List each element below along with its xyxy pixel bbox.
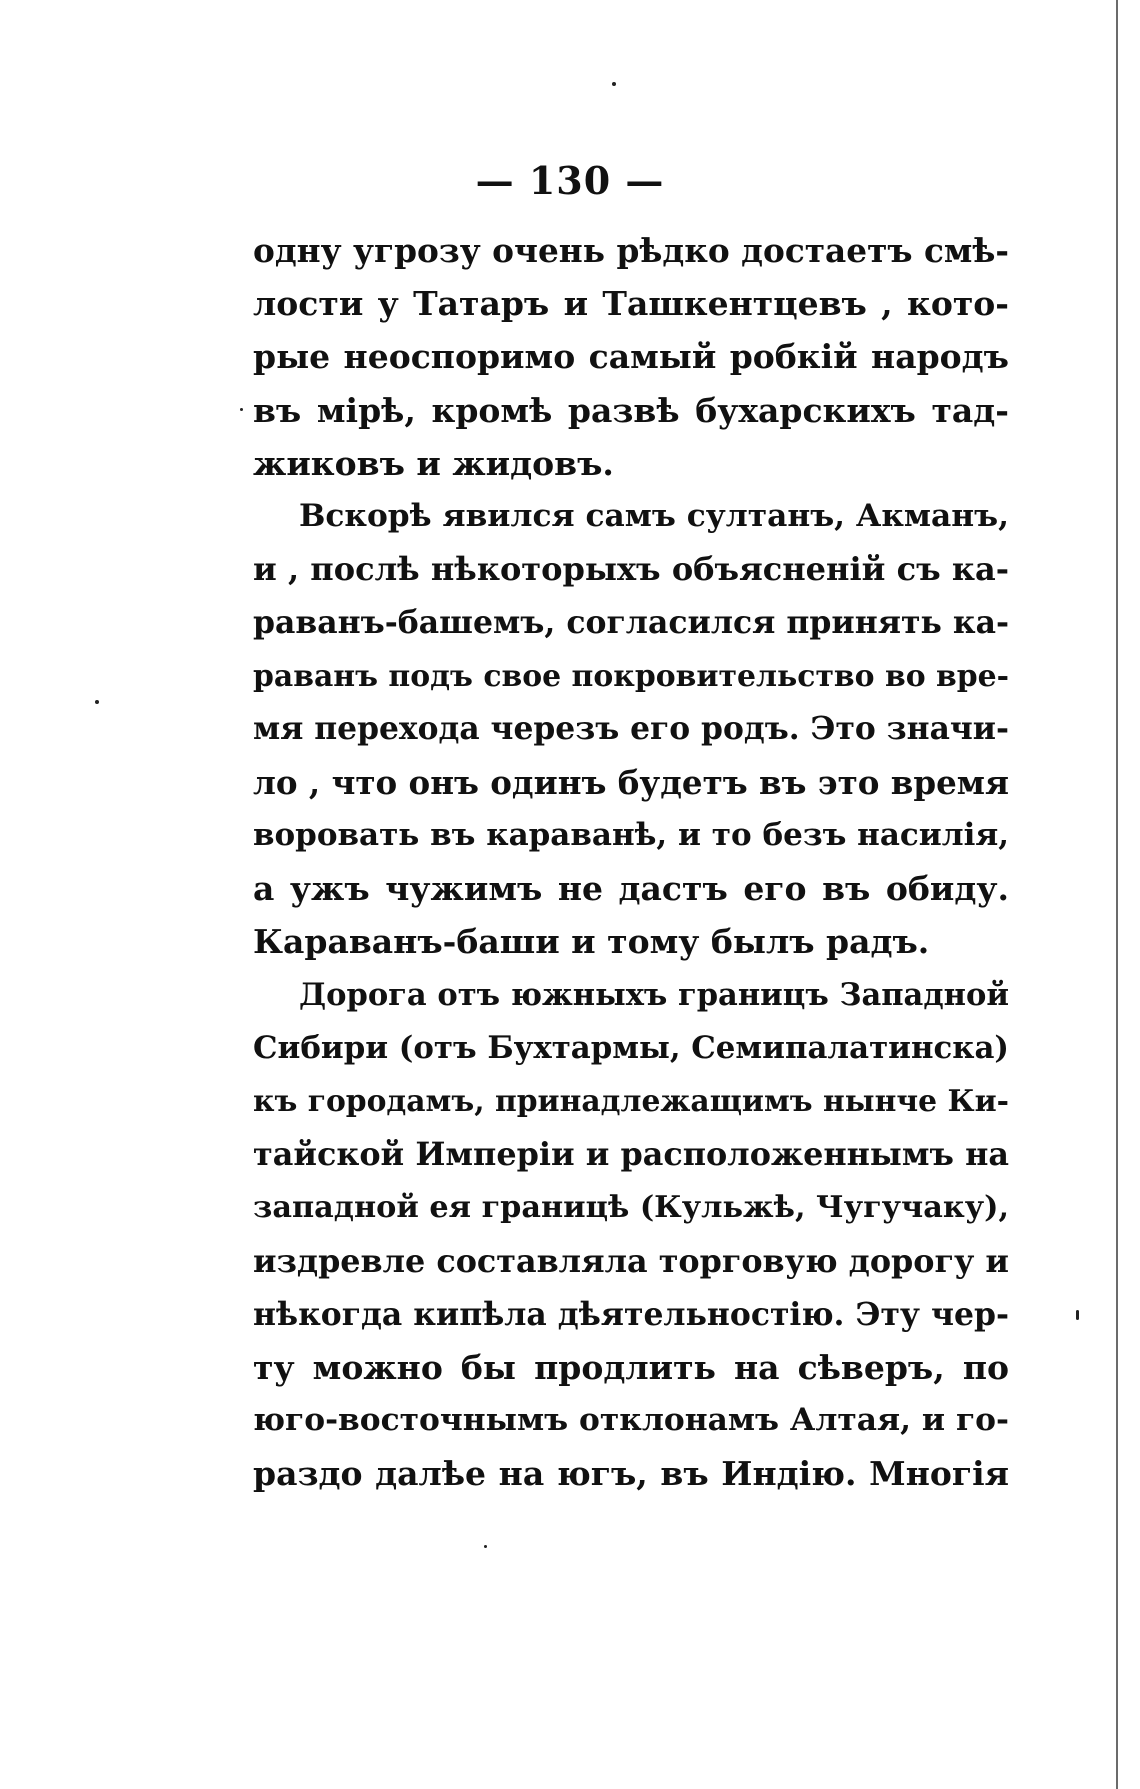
text-line: издревле составляла торговую дорогу и bbox=[253, 1242, 1009, 1280]
body-text bbox=[253, 224, 1009, 1501]
text-line: нѣкогда кипѣла дѣятельностію. Эту чер- bbox=[253, 1295, 1009, 1333]
text-line: одну угрозу очень рѣдко достаетъ смѣ- bbox=[253, 231, 1009, 270]
text-line: ло , что онъ одинъ будетъ въ это время bbox=[253, 762, 1009, 802]
text-line: къ городамъ, принадлежащимъ нынче Ки- bbox=[253, 1084, 1009, 1119]
text-line: раванъ-башемъ, согласился принять ка- bbox=[253, 604, 1009, 642]
text-line: ту можно бы продлить на сѣверъ, по bbox=[253, 1347, 1009, 1387]
text-line: жиковъ и жидовъ. bbox=[253, 443, 614, 483]
text-line: раванъ подъ свое покровительство во вре- bbox=[253, 658, 1009, 694]
text-line: Сибири (отъ Бухтармы, Семипалатинска) bbox=[253, 1029, 1009, 1066]
text-line: западной ея границѣ (Кульжѣ, Чугучаку), bbox=[253, 1190, 1010, 1226]
text-line: Дорога отъ южныхъ границъ Западной bbox=[299, 976, 1009, 1013]
text-line: юго-восточнымъ отклонамъ Алтая, и го- bbox=[253, 1402, 1009, 1439]
text-line: лости у Татаръ и Ташкентцевъ , кото- bbox=[253, 284, 1009, 324]
scan-edge-line bbox=[1116, 0, 1118, 1789]
text-line: рые неоспоримо самый робкій народъ bbox=[253, 337, 1009, 377]
text-line: въ мірѣ, кромѣ развѣ бухарскихъ тад- bbox=[253, 390, 1009, 430]
text-line: раздо далѣе на югъ, въ Индію. Многія bbox=[253, 1454, 1009, 1494]
page-number: — 130 — bbox=[475, 158, 665, 203]
scan-speck bbox=[240, 408, 243, 411]
text-line: Вскорѣ явился самъ султанъ, Акманъ, bbox=[299, 497, 1009, 534]
text-line: воровать въ караванѣ, и то безъ насилія, bbox=[253, 817, 1009, 854]
scan-speck bbox=[484, 1545, 487, 1548]
scan-speck bbox=[95, 700, 99, 704]
text-line: мя перехода черезъ его родъ. Это значи- bbox=[253, 710, 1009, 747]
scan-speck bbox=[612, 82, 616, 86]
text-line: и , послѣ нѣкоторыхъ объясненій съ ка- bbox=[253, 550, 1009, 589]
scan-speck bbox=[1076, 1310, 1079, 1320]
text-line: тайской Имперіи и расположеннымъ на bbox=[253, 1135, 1009, 1174]
text-line: Караванъ-баши и тому былъ радъ. bbox=[253, 922, 930, 962]
text-line: а ужъ чужимъ не дастъ его въ обиду. bbox=[253, 869, 1009, 909]
